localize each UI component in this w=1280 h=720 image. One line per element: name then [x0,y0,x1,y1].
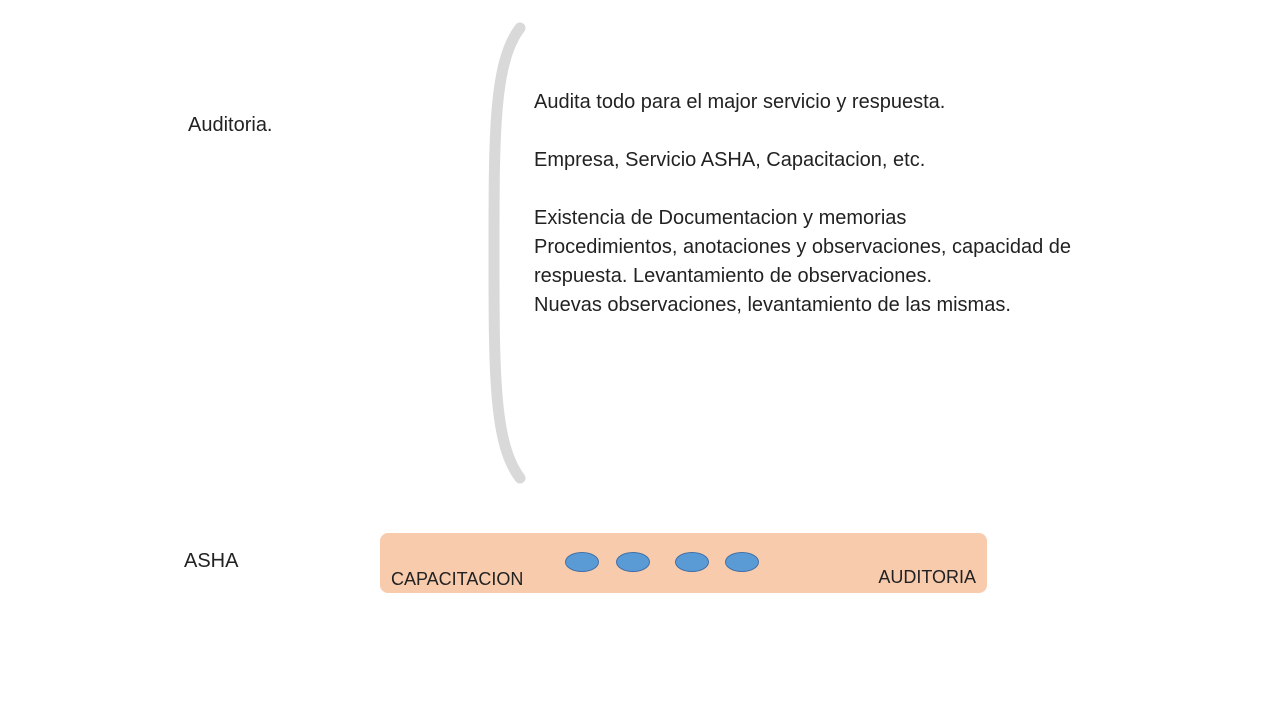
body-line-4: Procedimientos, anotaciones y observaciones, capacidad de [534,236,1071,258]
step-dot [725,552,759,572]
capacitacion-label: CAPACITACION [391,569,524,589]
asha-label: ASHA [184,550,239,572]
step-dot [616,552,650,572]
body-line-2: Empresa, Servicio ASHA, Capacitacion, etc. [534,149,926,171]
body-line-5: respuesta. Levantamiento de observaciones. [534,265,933,287]
step-dot [675,552,709,572]
body-line-6: Nuevas observaciones, levantamiento de las mismas. [534,294,1011,316]
body-line-3: Existencia de Documentacion y memorias [534,207,907,229]
auditoria-label: Auditoria. [188,114,273,136]
auditoria-band-label: AUDITORIA [878,567,976,587]
body-spacer [534,117,1174,146]
process-band [380,533,987,593]
body-spacer [534,175,1174,204]
body-text-block [534,88,1174,320]
left-bracket-shape [486,22,530,484]
body-line-1: Audita todo para el major servicio y respuesta. [534,91,946,113]
step-dot [565,552,599,572]
